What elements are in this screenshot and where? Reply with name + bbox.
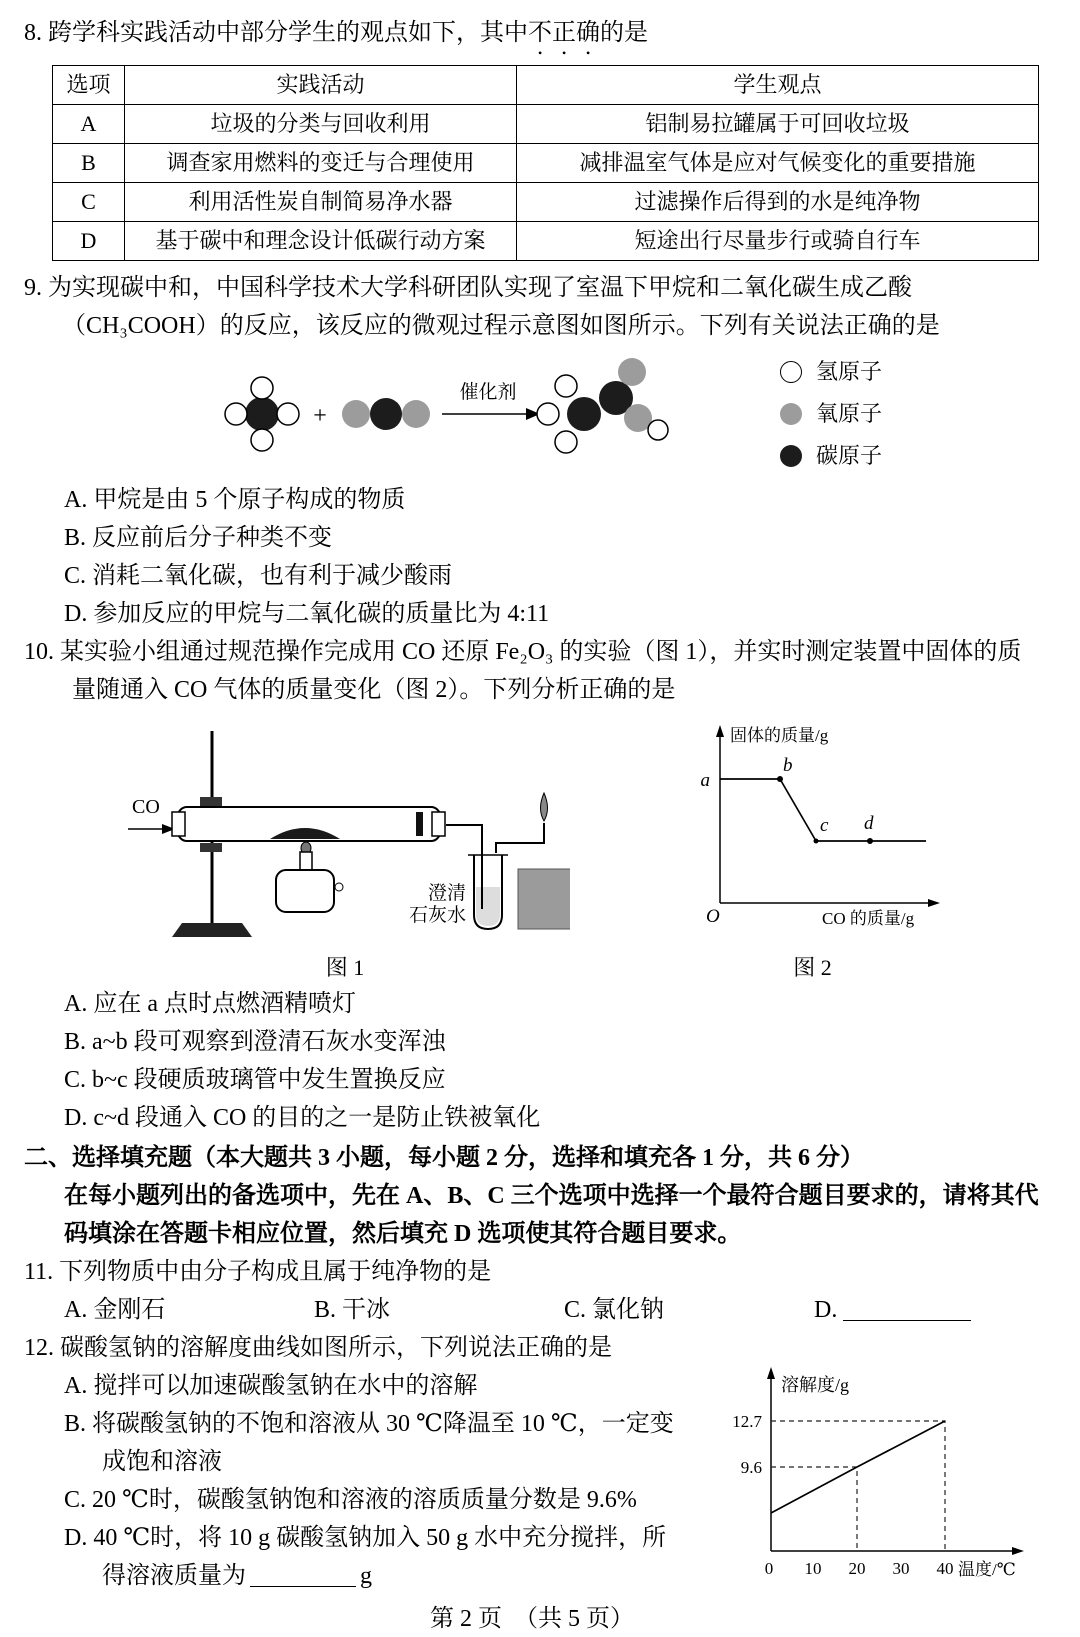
viewpoint-cell: 过滤操作后得到的水是纯净物 bbox=[517, 183, 1039, 222]
solubility-y-axis-label: 溶解度/g bbox=[781, 1375, 850, 1395]
option-letter: A bbox=[53, 105, 125, 144]
q9-option-b: B. 反应前后分子种类不变 bbox=[64, 525, 333, 551]
q12-option-b: B. 将碳酸氢钠的不饱和溶液从 30 ℃降温至 10 ℃，一定变成饱和溶液 bbox=[64, 1411, 674, 1475]
q12-options bbox=[24, 1367, 682, 1600]
q8-stem-pre: 8. 跨学科实践活动中部分学生的观点如下，其中 bbox=[24, 20, 528, 46]
q12-stem: 12. 碳酸氢钠的溶解度曲线如图所示，下列说法正确的是 bbox=[24, 1335, 612, 1361]
q10-option-d: D. c~d 段通入 CO 的目的之一是防止铁被氧化 bbox=[64, 1105, 541, 1131]
q12-solubility-graph bbox=[696, 1363, 1040, 1600]
fig1-caption: 图 1 bbox=[325, 955, 365, 980]
limewater-label-line1: 澄清 bbox=[427, 883, 466, 904]
oxygen-atom-icon bbox=[780, 403, 802, 425]
q8-stem bbox=[24, 14, 1040, 60]
q9-stem: 9. 为实现碳中和，中国科学技术大学科研团队实现了室温下甲烷和二氧化碳生成乙酸（CH₃COOH）的反应，该反应的微观过程示意图如图所示。下列有关说法正确的是 bbox=[24, 275, 940, 339]
glass-tube bbox=[172, 807, 445, 841]
viewpoint-cell: 铝制易拉罐属于可回收垃圾 bbox=[517, 105, 1039, 144]
q11-option-a: A. 金刚石 bbox=[64, 1297, 166, 1323]
viewpoint-cell: 减排温室气体是应对气候变化的重要措施 bbox=[517, 144, 1039, 183]
x-tick-40: 40 bbox=[936, 1559, 954, 1578]
carbon-atom-icon bbox=[780, 445, 802, 467]
q12-answer-blank bbox=[250, 1561, 356, 1587]
legend-oxygen bbox=[780, 393, 882, 435]
header-viewpoint: 学生观点 bbox=[517, 66, 1039, 105]
q8-stem-emphasized: 不正确 bbox=[528, 20, 600, 46]
table-row bbox=[53, 105, 1039, 144]
solubility-curve bbox=[771, 1421, 945, 1513]
catalyst-label: 催化剂 bbox=[459, 381, 517, 403]
fig2-point-a-label: a bbox=[700, 770, 710, 791]
section2-title: 二、选择填充题（本大题共 3 小题，每小题 2 分，选择和填充各 1 分，共 6 分） bbox=[24, 1145, 864, 1171]
plus-sign: + bbox=[313, 402, 327, 429]
table-row bbox=[53, 144, 1039, 183]
solubility-graph-svg bbox=[696, 1363, 1040, 1588]
q11-option-d bbox=[814, 1291, 971, 1329]
legend-hydrogen bbox=[780, 351, 882, 393]
q11-option-b: B. 干冰 bbox=[314, 1297, 391, 1323]
figure-2 bbox=[680, 717, 945, 983]
q10-option-a: A. 应在 a 点时点燃酒精喷灯 bbox=[64, 991, 356, 1017]
legend-label: 氢原子 bbox=[816, 359, 883, 384]
catalyst-arrow bbox=[442, 381, 540, 420]
y-tick-12-7: 12.7 bbox=[732, 1412, 762, 1431]
x-tick-20: 20 bbox=[848, 1559, 866, 1578]
section2-instruction: 在每小题列出的备选项中，先在 A、B、C 三个选项中选择一个最符合题目要求的，请将其代码填涂在答题卡相应位置，然后填充 D 选项使其符合题目要求。 bbox=[64, 1183, 1039, 1247]
q11-options bbox=[64, 1291, 1040, 1329]
legend-carbon bbox=[780, 435, 882, 477]
page-footer: 第 2 页 （共 5 页） bbox=[430, 1606, 634, 1632]
q9-reaction-diagram bbox=[204, 351, 1040, 477]
q9-option-c: C. 消耗二氧化碳，也有利于减少酸雨 bbox=[64, 563, 453, 589]
alcohol-lamp bbox=[276, 842, 343, 912]
viewpoint-cell: 短途出行尽量步行或骑自行车 bbox=[517, 222, 1039, 261]
solubility-x-axis-label: 温度/℃ bbox=[958, 1560, 1016, 1579]
figure-1 bbox=[120, 717, 570, 983]
fig2-caption: 图 2 bbox=[793, 955, 832, 980]
activity-cell: 利用活性炭自制简易净水器 bbox=[125, 183, 517, 222]
fig2-graph-svg bbox=[680, 717, 945, 939]
legend-label: 碳原子 bbox=[816, 443, 883, 468]
activity-cell: 基于碳中和理念设计低碳行动方案 bbox=[125, 222, 517, 261]
solubility-guides bbox=[771, 1421, 945, 1551]
header-option: 选项 bbox=[53, 66, 125, 105]
co-label: CO bbox=[132, 796, 160, 818]
q11-option-d-label: D. bbox=[814, 1297, 838, 1323]
table-row bbox=[53, 183, 1039, 222]
solubility-axes bbox=[767, 1367, 1024, 1555]
q12-option-d bbox=[64, 1519, 682, 1595]
q10-option-b: B. a~b 段可观察到澄清石灰水变浑浊 bbox=[64, 1029, 446, 1055]
q12-option-a: A. 搅拌可以加速碳酸氢钠在水中的溶解 bbox=[64, 1373, 478, 1399]
tail-gas-flame bbox=[496, 793, 570, 929]
table-header-row bbox=[53, 66, 1039, 105]
reaction-svg bbox=[204, 352, 724, 477]
header-activity: 实践活动 bbox=[125, 66, 517, 105]
fig2-point-d-label: d bbox=[864, 813, 874, 834]
q12-option-d-unit: g bbox=[360, 1563, 372, 1589]
option-letter: B bbox=[53, 144, 125, 183]
hydrogen-atom-icon bbox=[780, 361, 802, 383]
x-tick-30: 30 bbox=[892, 1559, 910, 1578]
q8-stem-post: 的是 bbox=[600, 20, 648, 46]
x-tick-10: 10 bbox=[804, 1559, 822, 1578]
fig2-x-axis-label: CO 的质量/g bbox=[822, 909, 915, 928]
co-inlet-arrow bbox=[128, 824, 175, 834]
acetic-acid-molecule bbox=[537, 358, 668, 453]
fig2-origin-label: O bbox=[706, 906, 720, 927]
q11-answer-blank bbox=[843, 1295, 971, 1321]
q12-option-c: C. 20 ℃时，碳酸氢钠饱和溶液的溶质质量分数是 9.6% bbox=[64, 1487, 637, 1513]
y-tick-9-6: 9.6 bbox=[740, 1458, 762, 1477]
q11-option-c: C. 氯化钠 bbox=[564, 1297, 665, 1323]
activity-cell: 调查家用燃料的变迁与合理使用 bbox=[125, 144, 517, 183]
q12-body bbox=[24, 1367, 1040, 1600]
q9-option-d: D. 参加反应的甲烷与二氧化碳的质量比为 4:11 bbox=[64, 601, 550, 627]
limewater-label-line2: 石灰水 bbox=[408, 905, 466, 926]
option-letter: C bbox=[53, 183, 125, 222]
atom-legend bbox=[780, 351, 882, 477]
activity-cell: 垃圾的分类与回收利用 bbox=[125, 105, 517, 144]
x-tick-0: 0 bbox=[764, 1559, 774, 1578]
fig2-y-axis-label: 固体的质量/g bbox=[730, 726, 829, 745]
q9-option-a: A. 甲烷是由 5 个原子构成的物质 bbox=[64, 487, 406, 513]
legend-label: 氧原子 bbox=[816, 401, 883, 426]
fig2-point-c-label: c bbox=[820, 815, 829, 836]
table-row bbox=[53, 222, 1039, 261]
methane-molecule bbox=[225, 377, 299, 451]
q12-option-d-text: D. 40 ℃时，将 10 g 碳酸氢钠加入 50 g 水中充分搅拌，所得溶液质量为 bbox=[64, 1525, 667, 1589]
fig1-apparatus-svg bbox=[120, 717, 570, 939]
q8-options-table bbox=[52, 65, 1039, 261]
option-letter: D bbox=[53, 222, 125, 261]
fig2-point-b-label: b bbox=[783, 755, 793, 776]
q11-stem: 11. 下列物质中由分子构成且属于纯净物的是 bbox=[24, 1259, 492, 1285]
q10-figures bbox=[120, 717, 1040, 983]
q10-stem: 10. 某实验小组通过规范操作完成用 CO 还原 Fe₂O₃ 的实验（图 1），并实时测定装置中固体的质量随通入 CO 气体的质量变化（图 2）。下列分析正确的是 bbox=[24, 639, 1022, 703]
q10-option-c: C. b~c 段硬质玻璃管中发生置换反应 bbox=[64, 1067, 446, 1093]
carbon-dioxide-molecule bbox=[342, 398, 430, 430]
